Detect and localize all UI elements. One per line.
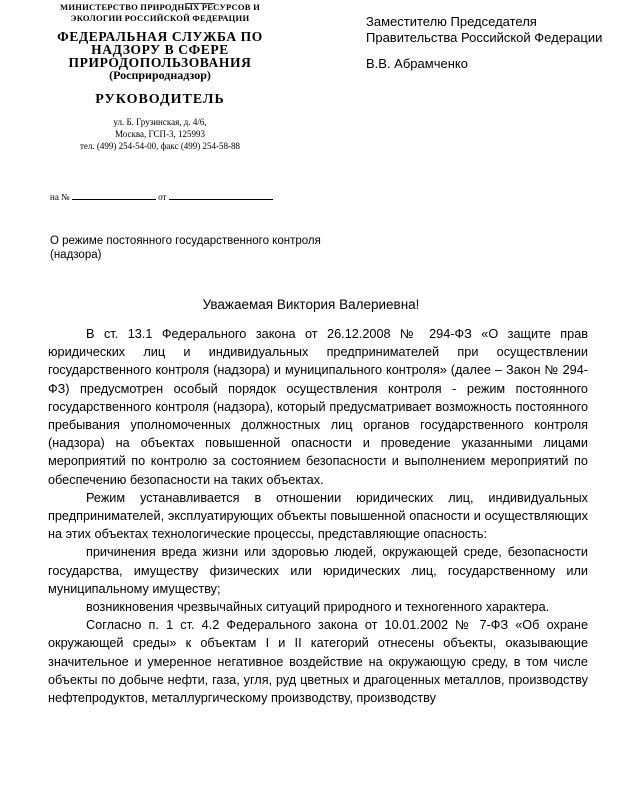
- address-block: [40, 116, 280, 152]
- letterhead: [40, 0, 280, 152]
- recipient-title: Заместителю Председателя Правительства Российской Федерации: [366, 14, 603, 45]
- registration-line: [50, 191, 273, 202]
- head-title: РУКОВОДИТЕЛЬ: [95, 92, 225, 107]
- ministry-name: МИНИСТЕРСТВО ПРИРОДНЫХ РЕСУРСОВ И ЭКОЛОГИИ РОССИЙСКОЙ ФЕДЕРАЦИИ: [60, 2, 260, 23]
- number-blank: [72, 191, 156, 200]
- letter-subject: О режиме постоянного государственного контроля (надзора): [50, 235, 321, 261]
- number-label: на №: [50, 192, 70, 202]
- body-paragraph: Согласно п. 1 ст. 4.2 Федерального закона от 10.01.2002 № 7-ФЗ «Об охране окружающей среды» к объектам I и II категорий отнесены объекты, оказывающие значительное и умеренное негативное воздействие на окружающую среду, в том числе объекты по добыче нефти, газа, угля, руд цветных и драгоценных металлов, производству нефтепродуктов, металлургическому производству, производству: [48, 618, 588, 706]
- recipient-name: В.В. Абрамченко: [366, 56, 468, 71]
- address-line: ул. Б. Грузинская, д. 4/6,: [113, 117, 207, 127]
- body-paragraph: В ст. 13.1 Федерального закона от 26.12.2008 № 294-ФЗ «О защите прав юридических лиц и индивидуальных предпринимателей при осуществлении государственного контроля (надзора) и муниципального контроля» (далее – Закон № 294-ФЗ) предусмотрен особый порядок осуществления контроля - режим постоянного государственного контроля (надзора), который предусматривает возможность постоянного пребывания уполномоченных должностных лиц органов государственного контроля (надзора) на объектах повышенной опасности и проведение указанными лицами мероприятий по контролю за состоянием безопасности и выполнением мероприятий по обеспечению безопасности на таких объектах.: [48, 327, 588, 487]
- address-line: Москва, ГСП-3, 125993: [114, 129, 206, 139]
- emblem-icon: [185, 0, 215, 4]
- salutation: Уважаемая Виктория Валериевна!: [202, 297, 420, 312]
- date-blank: [169, 191, 273, 200]
- body-paragraph: причинения вреда жизни или здоровью людей, окружающей среде, безопасности государства, имуществу физических или юридических лиц, государственному или муниципальному имуществу;: [48, 545, 588, 596]
- recipient-block: [366, 14, 606, 72]
- date-label: от: [158, 192, 167, 202]
- body-paragraph: Режим устанавливается в отношении юридических лиц, индивидуальных предпринимателей, эксплуатирующих объекты повышенной опасности и осуществляющих на этих объектах технологические процессы, представляющие опасность:: [48, 490, 588, 542]
- service-name: ФЕДЕРАЛЬНАЯ СЛУЖБА ПО НАДЗОРУ В СФЕРЕ ПРИРОДОПОЛЬЗОВАНИЯ: [57, 29, 263, 70]
- body-paragraph: возникновения чрезвычайных ситуаций природного и техногенного характера.: [86, 600, 550, 615]
- phone-line: тел. (499) 254-54-00, факс (499) 254-58-88: [79, 141, 241, 151]
- service-short-name: (Росприроднадзор): [109, 68, 211, 82]
- letter-body: [48, 325, 588, 707]
